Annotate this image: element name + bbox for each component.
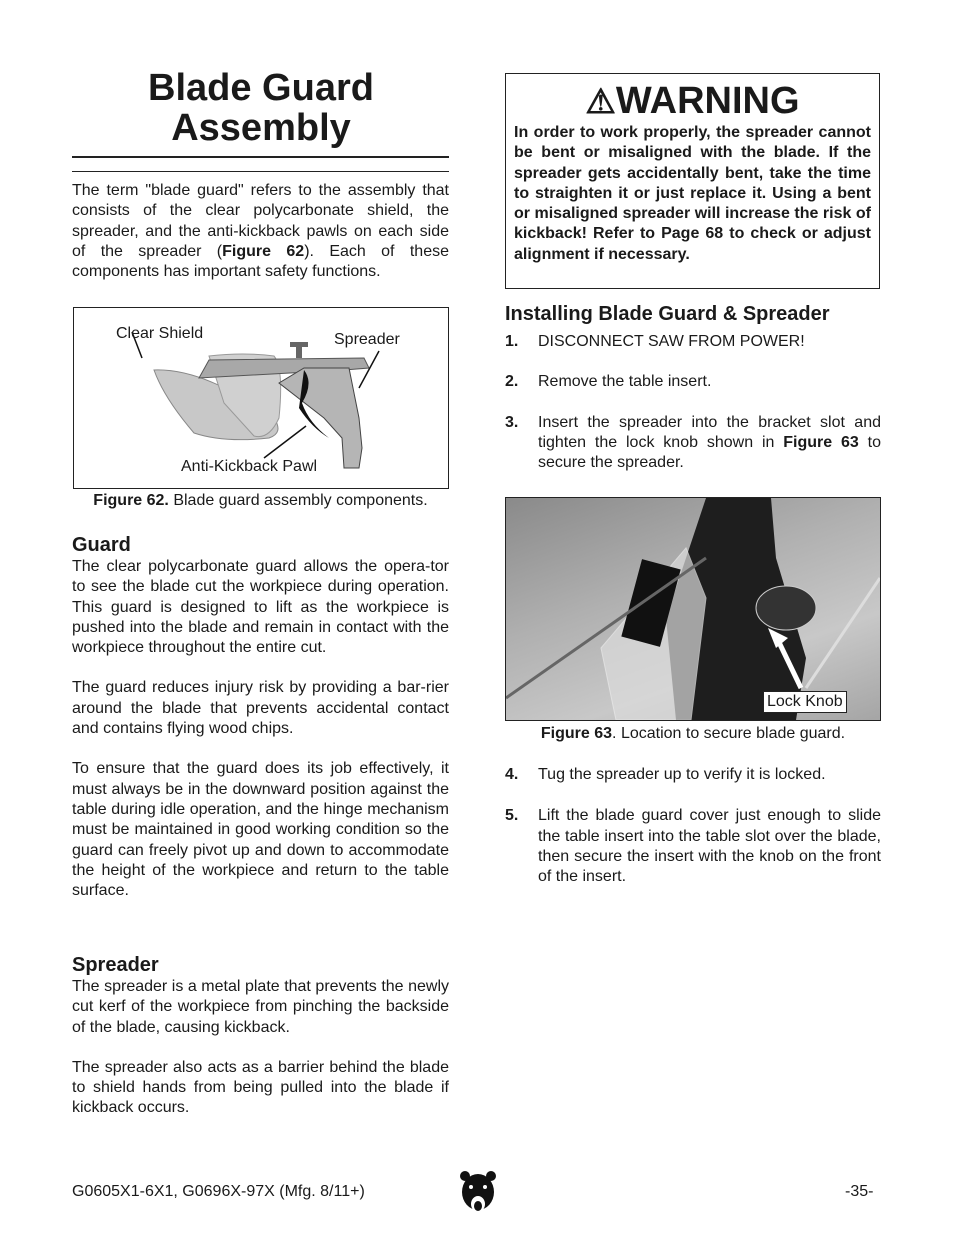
footer-model: G0605X1-6X1, G0696X-97X (Mfg. 8/11+) <box>72 1183 365 1200</box>
guard-heading: Guard <box>72 534 131 556</box>
warning-title: ⚠WARNING <box>585 80 800 122</box>
figure-63-photo <box>505 497 881 721</box>
install-heading: Installing Blade Guard & Spreader <box>505 303 830 325</box>
warning-box: ⚠WARNING In order to work properly, the spreader cannot be bent or misaligned with the blade. If the spreader gets accidentally bent, take the time to straighten it or just replace it. Using a bent or misaligned spreader will increase the risk of kickback! Refer to Page 68 to check or adjust alignment if necessary. <box>505 73 880 289</box>
step: 1. DISCONNECT SAW FROM POWER! <box>505 333 805 350</box>
title-rule <box>72 171 449 172</box>
figure-62-caption: Figure 62. Blade guard assembly components. <box>93 492 428 509</box>
step: 5. Lift the blade guard cover just enough to slide the table insert into the table slot over the blade, then secure the insert with the knob on the front of the insert. <box>505 807 881 886</box>
install-steps-cont <box>505 765 881 887</box>
spreader-section: Spreader The spreader is a metal plate that prevents the newly cut kerf of the workpiece from pinching the backside of the blade, causing kickback. The spreader also acts as a barrier behind the blade to shield hands from being pulled into the blade if kickback occurs. <box>72 954 449 1117</box>
lock-knob-label: Lock Knob <box>763 691 847 713</box>
clear-shield-label: Clear Shield <box>116 325 204 342</box>
pawl-label: Anti-Kickback Pawl <box>181 458 318 475</box>
intro-paragraph: The term "blade guard" refers to the assembly that consists of the clear polycarbonate shield, the spreader, and the anti-kickback pawls on each side of the spreader (Figure 62). Each of these components has important safety functions. <box>72 182 449 281</box>
bear-logo-icon <box>460 1170 496 1218</box>
figure-63-caption: Figure 63. Location to secure blade guard. <box>540 725 846 742</box>
title-rule <box>72 156 449 158</box>
spreader-heading: Spreader <box>72 954 159 976</box>
install-section <box>505 302 881 473</box>
saw-photo <box>506 498 880 720</box>
figure-62 <box>73 307 449 489</box>
spreader-label: Spreader <box>334 331 400 348</box>
warning-triangle-icon: ⚠ <box>585 83 616 121</box>
guard-section: Guard The clear polycarbonate guard allows the opera-tor to see the blade cut the workpiece during operation. This guard is designed to lift as the workpiece is pushed into the blade and remain in contact with the workpiece throughout the entire cut. The guard reduces injury risk by providing a bar-rier around the blade that prevents accidental contact and contains flying wood chips. To ensure that the guard does its job effectively, it must always be in the downward position against the table during idle operation, and the hinge mechanism must be maintained in good working condition so the guard can freely pivot up and down to accommodate the height of the workpiece and return to the table surface. <box>72 534 449 900</box>
page-title: Blade Guard Assembly <box>148 67 374 149</box>
page-number: -35- <box>845 1183 874 1200</box>
step: 4. Tug the spreader up to verify it is locked. <box>505 766 826 783</box>
step: 2. Remove the table insert. <box>505 373 712 391</box>
step: 3. Insert the spreader into the bracket slot and tighten the lock knob shown in Figure 63 to secure the spreader. <box>505 413 881 472</box>
